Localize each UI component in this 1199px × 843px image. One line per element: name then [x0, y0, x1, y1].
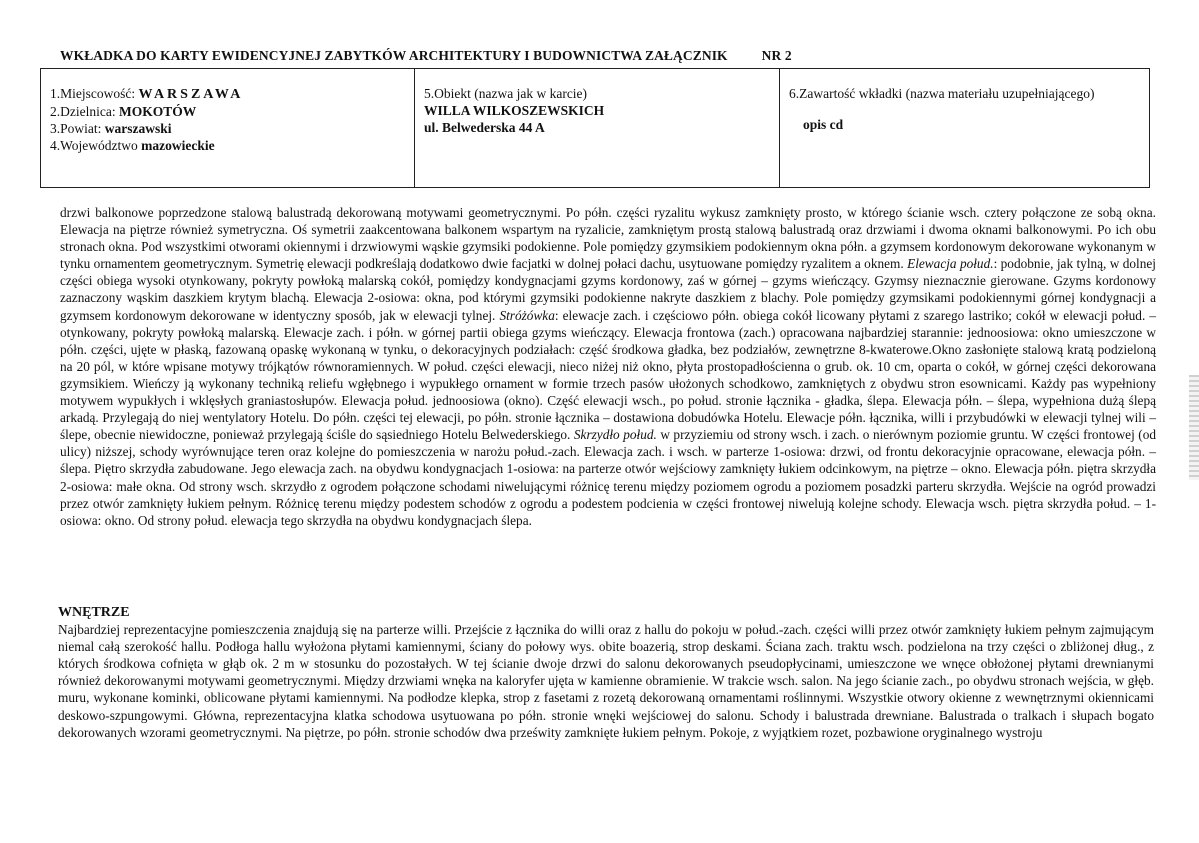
location-value: WARSZAWA: [138, 87, 244, 102]
object-name: WILLA WILKOSZEWSKICH: [424, 103, 605, 118]
contents-value: opis cd: [803, 117, 844, 132]
attachment-number: NR 2: [761, 48, 792, 63]
object-address: ul. Belwederska 44 A: [424, 120, 545, 135]
italic-term: Elewacja połud.: [907, 256, 994, 272]
header-table: [40, 68, 1150, 188]
italic-term: Stróżówka: [499, 307, 555, 323]
description-text: [60, 204, 1156, 529]
voivodeship-row: [50, 137, 414, 154]
contents-label: 6.Zawartość wkładki (nazwa materiału uzupełniającego): [789, 86, 1095, 101]
district-value: MOKOTÓW: [118, 104, 197, 119]
voivodeship-label: 4.Województwo: [50, 138, 138, 153]
scan-edge-mark: [1189, 375, 1199, 480]
county-row: [50, 120, 414, 137]
exterior-paragraph: [60, 204, 1156, 529]
county-value: warszawski: [104, 121, 172, 136]
text-run: drzwi balkonowe poprzedzone stalową balustradą dekorowaną motywami geometrycznymi. Po półn. części ryzalitu wykusz zamknięty prosto, w którego ścianie wsch. cztery połączone ze sobą okna. Elewacja na piętrze również symetryczna. Oś symetrii zaakcentowana balkonem wspartym na ryzalicie, zamkniętym prostą stalową balustradą oraz drzwiami i dwoma oknami balkonowymi. Po ich obu stronach okna. Pod wszystkimi otworami okiennymi i drzwiowymi wąskie gzymsiki podokienne. Pole pomiędzy gzymsikiem podokiennym okna półn. a gzymsem kordonowym dekorowane wykonanym w tynku ornamentem geometrycznym. Symetrię elewacji podkreślają dodatkowo dwie facjatki w dolnej połaci dachu, usytuowane pomiędzy ryzalitem a oknem.: [60, 205, 1156, 272]
location-row: [50, 85, 414, 103]
document-title: WKŁADKA DO KARTY EWIDENCYJNEJ ZABYTKÓW ARCHITEKTURY I BUDOWNICTWA ZAŁĄCZNIK: [60, 48, 728, 63]
district-label: 2.Dzielnica:: [50, 104, 116, 119]
text-run: : elewacje zach. i częściowo półn. obiega cokół licowany płytami z szarego lastriko; cokół w elewacji połud. – otynkowany, pokryty powłoką malarską. Elewacje zach. i półn. w górnej partii obiega gzyms wieńczący. Elewacja frontowa (zach.) opracowana najbardziej starannie: jednoosiowa: okno umieszczone w półn. części, ujęte w płaską, fazowaną opaskę wykonaną w tynku, o dekoracyjnych podziałach: część środkowa gładka, bez podziałów, zewnętrzne 8-kwaterowe.Okno zasłonięte stalową kratą podzieloną na 20 pól, w które wpisane motywy trójkątów równoramiennych. W połud. części elewacji, nieco niżej niż okno, płyta prostopadłościenna o grub. ok. 10 cm, oparta o cokół, w górnej części dekorowana gzymsikiem. Wieńczy ją wykonany techniką reliefu wgłębnego i wypukłego ornament w formie trzech pasów ułożonych schodkowo, zamkniętych z obydwu stron esownicami. Każdy pas wypełniony motywem wypukłych i wklęsłych graniastosłupów. Elewacja połud. jednoosiowa (okno). Część elewacji wsch., po połud. stronie łącznika - gładka, ślepa. Elewacja półn. – ślepa, wypełniona dużą ślepą arkadą. Przylegają do niej wentylatory Hotelu. Do półn. części tej elewacji, po półn. stronie łącznika – dostawiona dobudówka Hotelu. Elewacje półn. łącznika, willi i przybudówki w elewacji tylnej wili – ślepe, obecnie niewidoczne, ponieważ przylegają ściśle do sąsiedniego Hotelu Belwederskiego.: [60, 307, 1156, 443]
voivodeship-value: mazowieckie: [141, 138, 215, 153]
section-title: WNĘTRZE: [58, 605, 130, 620]
document-heading: [60, 48, 792, 64]
object-cell: [415, 69, 780, 187]
location-cell: [41, 69, 415, 187]
italic-term: Skrzydło połud.: [573, 427, 657, 443]
contents-cell: [780, 69, 1149, 187]
interior-paragraph: Najbardziej reprezentacyjne pomieszczenia znajdują się na parterze willi. Przejście z łącznika do willi oraz z hallu do pokoju w połud.-zach. części willi przez otwór zamknięty łukiem pełnym zajmującym niemal całą szerokość hallu. Podłoga hallu wyłożona płytami kamiennymi, ściany do połowy wys. obite boazerią, strop deskami. Ściana zach. traktu wsch. podzielona na trzy części o zbliżonej dług., z których środkowa cofnięta w głąb ok. 2 m w stosunku do pozostałych. W tej ścianie dwoje drzwi do salonu dekorowanych pseudopłycinami, umieszczone we wnęce obłożonej płytami drewnianymi również dekorowanymi motywami geometrycznymi. Między drzwiami wnęka na kaloryfer ujęta w kamienne obramienie. W trakcie wsch. salon. Na jego ścianie zach., po obydwu stronach wejścia, w głęb. muru, wykonane kominki, oblicowane płytami kamiennymi. Na podłodze klepka, strop z fasetami z rozetą dekorowaną ornamentami roślinnymi. Wszystkie otwory okienne z wewnętrznymi okiennicami deskowo-szpungowymi. Główna, reprezentacyjna klatka schodowa usytuowana po półn. stronie wnęki wejściowej do salonu. Schody i balustrada drewniane. Balustrada o tralkach i słupach bogato dekorowanych wzorami geometrycznymi. Na piętrze, po półn. stronie schodów dwa prześwity zamknięte łukiem pełnym. Pokoje, z wyjątkiem rozet, pozbawione oryginalnego wystroju: [58, 622, 1154, 740]
object-label: 5.Obiekt (nazwa jak w karcie): [424, 86, 588, 101]
location-label: 1.Miejscowość:: [50, 86, 136, 101]
interior-section: [58, 604, 1154, 741]
county-label: 3.Powiat:: [50, 121, 102, 136]
text-run: w przyziemiu od strony wsch. i zach. o nierównym poziomie gruntu. W części frontowej (od ulicy) niższej, schody wyrównujące teren oraz kolejne do pomieszczenia w narożu połud.-zach. Elewacja zach. i wsch. w parterze 1-osiowa: drzwi, od frontu dekoracyjnie opracowane, elewacja półn. –ślepa. Piętro skrzydła zabudowane. Jego elewacja zach. na obydwu kondygnacjach 1-osiowa: na parterze otwór wejściowy zamknięty łukiem odcinkowym, na piętrze – okno. Elewacja półn. piętra skrzydła 2-osiowa: małe okna. Od strony wsch. skrzydło z ogrodem połączone schodami niwelującymi różnicę terenu między poziomem ogrodu a poziomem posadzki parteru skrzydła. Wejście na ogród prowadzi przez otwór zamknięty łukiem pełnym. Różnicę terenu między podestem schodów z ogrodu a podestem podcienia w części frontowej niwelują kolejne schody. Elewacja wsch. piętra skrzydła połud. – 1-osiowa: okno. Od strony połud. elewacja tego skrzydła na obydwu kondygnacjach ślepa.: [60, 427, 1156, 528]
text-run: : podobnie, jak tylną, w dolnej części obiega wysoki otynkowany, pokryty powłoką malarską cokół, pomiędzy kondygnacjami gzyms kordonowy, zaś w górnej – gzyms wieńczący. Gzymsy nieznacznie gierowane. Gzyms kordonowy zaznaczony wąskim daszkiem krytym blachą. Elewacja 2-osiowa: okna, pod którymi gzymsiki podokienne nakryte daszkiem z blachy. Pole pomiędzy gzymsikami podokiennymi górnej kondygnacji a gzymsem kordonowym dekorowane w identyczny sposób, jak w elewacji tylnej.: [60, 256, 1156, 323]
district-row: [50, 103, 414, 120]
